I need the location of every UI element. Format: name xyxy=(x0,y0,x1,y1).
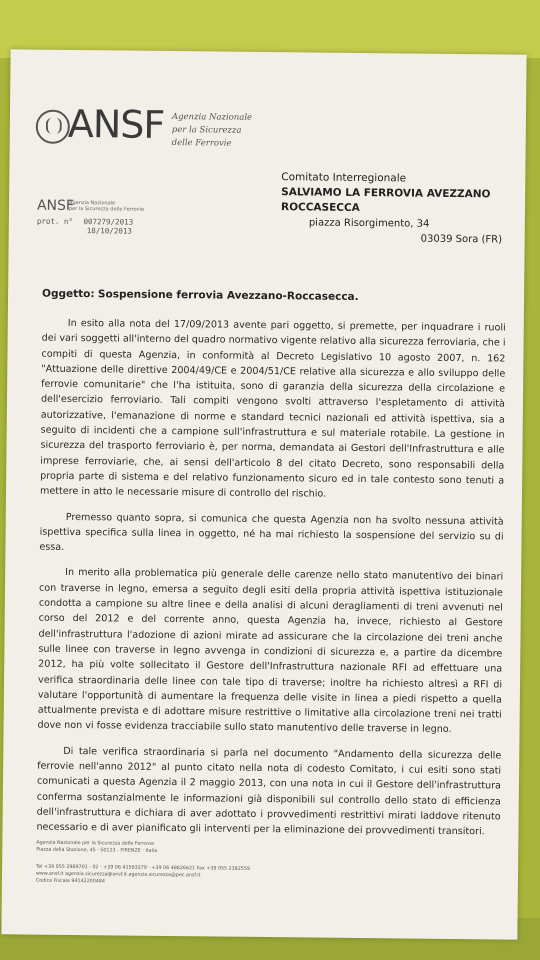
recipient-block xyxy=(281,170,522,248)
body-paragraph-2: Premesso quanto sopra, si comunica che questa Agenzia non ha svolto nessuna attività ispettiva specifica sulla linea in oggetto, né ha mai richiesto la sospensione del servizio su di essa. xyxy=(39,511,504,554)
protocol-stamp xyxy=(37,198,197,237)
letterhead-mark: ANSF xyxy=(67,101,165,147)
stamp-mark: ANSF xyxy=(36,197,75,214)
footer-contact: Tel +39 055 2989701 - 02 · +39 06 41583379 · +39 06 48826621 Fax +39 055 2382559 xyxy=(36,864,250,872)
protocol-number: 007279/2013 xyxy=(83,217,134,227)
recipient-city: 03039 Sora (FR) xyxy=(420,233,503,246)
footer-contact: www.ansf.it agenzia.sicurezza@ansf.it agenzia.sicurezza@pec.ansf.it xyxy=(35,871,201,879)
subject-label: Oggetto: xyxy=(42,287,95,301)
letter-page xyxy=(1,49,526,939)
tagline-line: delle Ferrovie xyxy=(171,138,232,149)
protocol-date: 18/10/2013 xyxy=(86,226,132,236)
stamp-tagline-line: per la Sicurezza delle Ferrovie xyxy=(68,205,145,213)
footer-line: Agenzia Nazionale per la Sicurezza delle Ferrovie xyxy=(36,840,155,847)
recipient-line3: ROCCASECCA xyxy=(280,201,360,214)
letter-footer xyxy=(36,840,336,888)
ansf-logo-icon xyxy=(36,110,70,144)
recipient-line2: SALVIAMO LA FERROVIA AVEZZANO xyxy=(281,186,491,201)
subject-line xyxy=(42,288,359,303)
footer-contact: Codice Fiscale 94142200484 xyxy=(35,878,105,885)
recipient-address: piazza Risorgimento, 34 xyxy=(308,217,430,230)
body-paragraph-1: In esito alla nota del 17/09/2013 avente pari oggetto, si premette, per inquadrare i ruoli dei vari soggetti all'interno del quadro normativo vigente relativo alla sicurezza ferroviaria, che i compiti di questa Agenzia, in conformità al Decreto Legislativo 10 agosto 2007, n. 162 "Attuazione delle direttive 2004/49/CE e 2004/51/CE relative alla sicurezza e allo sviluppo delle ferrovie comunitarie" che l'ha istituita, sono di garanzia della sicurezza della circolazione e dell'esercizio ferroviario. Tali compiti vengono svolti attraverso l'espletamento di attività autorizzative, l'emanazione di norme e standard tecnici nazionali ed attività ispettiva, sia a seguito di incidenti che a campione sull'infrastruttura e sul materiale rotabile. La gestione in sicurezza del trasporto ferroviario è, per norma, demandata ai Gestori dell'Infrastruttura e alle imprese ferroviarie, che, ai sensi dell'articolo 8 del citato Decreto, sono responsabili della propria parte di sistema e del relativo funzionamento sicuro ed in tale contesto sono tenuti a mettere in atto le necessarie misure di controllo del rischio. xyxy=(39,317,506,500)
ansf-letterhead-logo xyxy=(36,102,287,155)
tagline-line: Agenzia Nazionale xyxy=(171,112,253,123)
body-paragraph-4: Di tale verifica straordinaria si parla nel documento "Andamento della sicurezza delle ferrovie nell'anno 2012" al punto citato nella nota di codesto Comitato, i cui esiti sono stati comunicati a questa Agenzia il 2 maggio 2013, con una nota in cui il Gestore dell'infrastruttura conferma sostanzialmente le informazioni già disponibili sul controllo dello stato di efficienza dell'infrastruttura e dichiara di aver adottato i provvedimenti restrittivi mirati laddove ritenuto necessario e di aver pianificato gli interventi per la eliminazione dei provvedimenti transitori. xyxy=(36,745,502,838)
stamp-tagline xyxy=(69,200,189,213)
footer-line: Piazza della Stazione, 45 · 50123 - FIRENZE · Italia xyxy=(36,847,158,854)
recipient-line1: Comitato Interregionale xyxy=(281,171,407,185)
stamp-tagline-line: Agenzia Nazionale xyxy=(69,199,116,207)
subject-text: Sospensione ferrovia Avezzano-Roccasecca. xyxy=(97,288,359,303)
protocol-label: prot. n° xyxy=(36,216,74,226)
letter-body xyxy=(36,316,506,850)
body-paragraph-3: In merito alla problematica più generale delle carenze nello stato manutentivo dei binari con traverse in legno, emersa a seguito degli esiti della propria attività ispettiva istituzionale condotta a campione su altre linee e della analisi di alcuni deragliamenti di treni avvenuti nel corso del 2012 e del corrente anno, questa Agenzia ha, invece, richiesto al Gestore dell'infrastruttura l'adozione di azioni mirate ad assicurare che la circolazione dei treni anche sulle linee con traverse in legno avvenga in condizioni di sicurezza e, a partire da dicembre 2012, ha più volte sollecitato il Gestore dell'Infrastruttura nazionale RFI ad effettuare una verifica straordinaria delle linee con tale tipo di traverse; inoltre ha richiesto altresì a RFI di valutare l'opportunità di aumentare la frequenza delle visite in linea a piedi rispetto a quella attualmente prevista e di adottare misure restrittive o limitative alla circolazione treni nei tratti dove non vi fosse evidenza tracciabile sullo stato manutentivo delle traverse in legno. xyxy=(37,567,504,736)
letterhead-tagline xyxy=(172,111,282,151)
tagline-line: per la Sicurezza xyxy=(171,125,242,136)
